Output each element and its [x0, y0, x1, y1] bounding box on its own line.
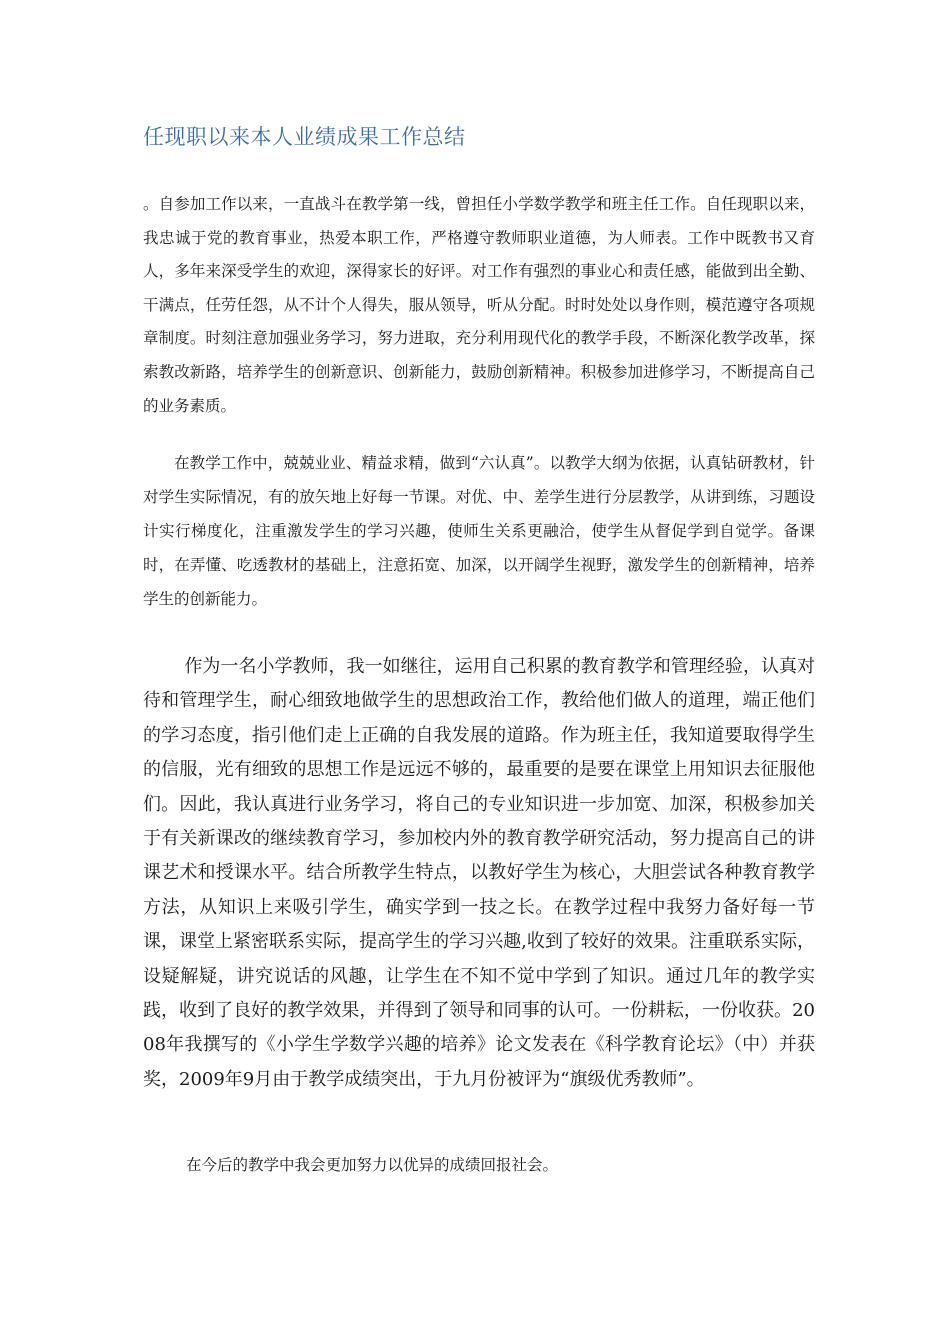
paragraph-3: 作为一名小学教师，我一如继往，运用自己积累的教育教学和管理经验，认真对待和管理学生，耐心细致地做学生的思想政治工作，教给他们做人的道理，端正他们的学习态度，指引他们走上正确的自我发展的道路。作为班主任，我知道要取得学生的信服，光有细致的思想工作是远远不够的，最重要的是要在课堂上用知识去征服他们。因此，我认真进行业务学习，将自己的专业知识进一步加宽、加深，积极参加关于有关新课改的继续教育学习，参加校内外的教育教学研究活动，努力提高自己的讲课艺术和授课水平。结合所教学生特点，以教好学生为核心，大胆尝试各种教育教学方法，从知识上来吸引学生，确实学到一技之长。在教学过程中我努力备好每一节课，课堂上紧密联系实际，提高学生的学习兴趣,收到了较好的效果。注重联系实际，设疑解疑，讲究说话的风趣，让学生在不知不觉中学到了知识。通过几年的教学实践，收到了良好的教学效果，并得到了领导和同事的认可。一份耕耘，一份收获。2008年我撰写的《小学生学数学兴趣的培养》论文发表在《科学教育论坛》（中）并获奖，2009年9月由于教学成绩突出，于九月份被评为“旗级优秀教师”。	[143, 656, 815, 1090]
paragraph-4: 在今后的教学中我会更加努力以优异的成绩回报社会。	[186, 1156, 559, 1174]
paragraph-1: 。自参加工作以来，一直战斗在教学第一线，曾担任小学数学教学和班主任工作。自任现职以来，我忠诚于党的教育事业，热爱本职工作，严格遵守教师职业道德，为人师表。工作中既教书又育人，多年来深受学生的欢迎，深得家长的好评。对工作有强烈的事业心和责任感，能做到出全勤、干满点，任劳任怨，从不计个人得失，服从领导，听从分配。时时处处以身作则，模范遵守各项规章制度。时刻注意加强业务学习，努力进取，充分利用现代化的教学手段，不断深化教学改革，探索教改新路，培养学生的创新意识、创新能力，鼓励创新精神。积极参加进修学习，不断提高自己的业务素质。	[143, 195, 815, 415]
paragraph-2: 在教学工作中，兢兢业业、精益求精，做到“六认真”。以教学大纲为依据，认真钻研教材，针对学生实际情况，有的放矢地上好每一节课。对优、中、差学生进行分层教学，从讲到练，习题设计实行梯度化，注重激发学生的学习兴趣，使师生关系更融洽，使学生从督促学到自觉学。备课时，在弄懂、吃透教材的基础上，注意拓宽、加深，以开阔学生视野，激发学生的创新精神，培养学生的创新能力。	[143, 454, 815, 608]
document-title: 任现职以来本人业绩成果工作总结	[143, 125, 466, 149]
